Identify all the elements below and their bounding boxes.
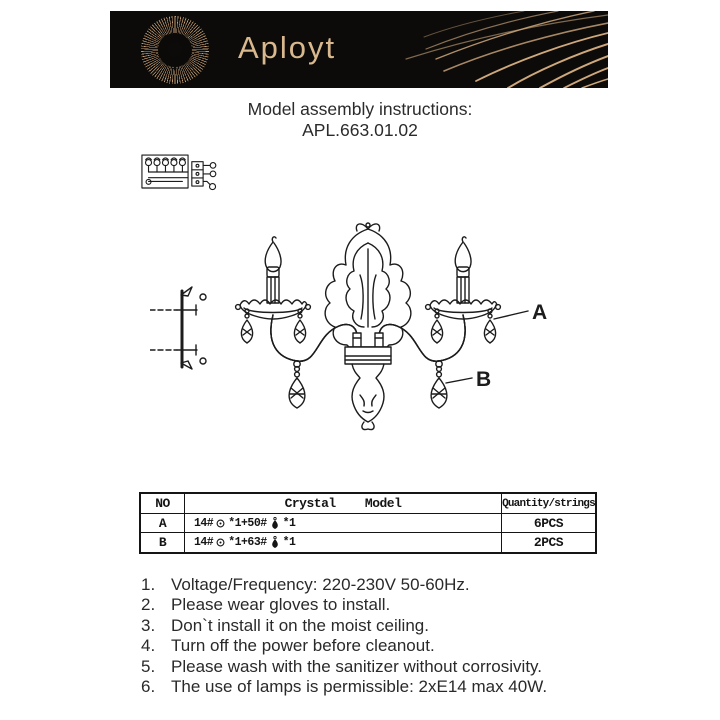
table-header-no: NO [141,494,185,514]
sconce-assembly-diagram [150,215,580,445]
left-arm [271,315,357,367]
teardrop-crystal-icon [270,536,280,549]
starburst-logo-icon [141,16,209,84]
model-number: APL.663.01.02 [302,120,418,140]
table-header-model: Crystal Model [185,494,502,514]
table-header-qty: Quantity/strings [502,494,595,514]
octagon-crystal-icon [216,519,225,528]
rays-decoration-icon [396,11,608,88]
right-arm [379,315,465,367]
wall-bracket-side-view [150,287,206,369]
table-row-a-qty: 6PCS [502,514,595,533]
table-row-b-qty: 2PCS [533,535,564,550]
leader-line-a [494,311,528,319]
list-item: 2. Please wear gloves to install. [141,595,391,615]
left-candle [265,237,281,303]
terminal-block-wiring-icon [141,152,221,192]
list-item: 6. The use of lamps is permissible: 2xE14 max 40W. [141,677,548,697]
crystal-b-drops [289,367,447,408]
page-title: Model assembly instructions: [247,99,473,119]
brand-banner [110,11,608,88]
diagram-label-a: A [532,301,548,324]
crystal-table [139,492,597,554]
leader-line-b [446,378,472,383]
list-item: 1. Voltage/Frequency: 220-230V 50-60Hz. [141,575,470,594]
right-candle [455,237,471,303]
mount-canopy [345,333,391,430]
table-row-b-model: 14# *1+63# *1 [185,533,502,552]
diagram-label-b: B [476,368,492,391]
teardrop-crystal-icon [270,517,280,530]
table-row-b-no: B [141,533,185,552]
list-item: 4. Turn off the power before cleanout. [141,636,435,656]
table-row-a-model: 14# *1+50# *1 [185,514,502,533]
list-item: 5. Please wash with the sanitizer without corrosivity. [141,656,543,676]
instructions-list [141,575,611,697]
wall-plate-ornament [325,223,411,347]
octagon-crystal-icon [216,538,225,547]
list-item: 3. Don`t install it on the moist ceiling. [141,615,429,635]
table-row-a-no: A [141,514,185,533]
brand-wordmark: Aployt [238,29,337,65]
